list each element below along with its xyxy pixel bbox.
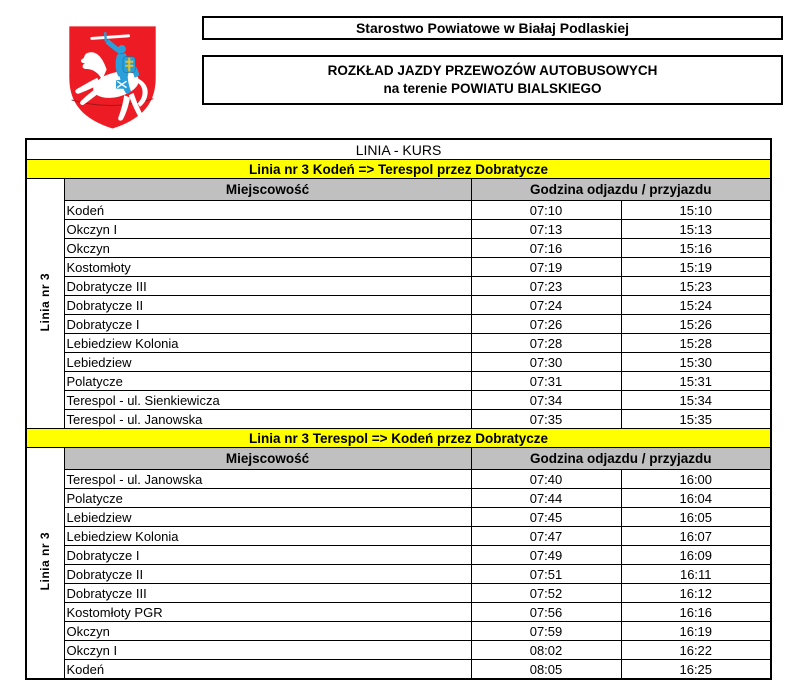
place-cell: Dobratycze III (64, 277, 471, 296)
departure-time-cell: 07:24 (471, 296, 621, 315)
departure-time-cell: 07:44 (471, 489, 621, 508)
place-cell: Dobratycze II (64, 296, 471, 315)
departure-time-cell: 07:51 (471, 565, 621, 584)
arrival-time-cell: 16:19 (621, 622, 771, 641)
org-name-box (202, 16, 783, 40)
departure-time-cell: 07:59 (471, 622, 621, 641)
departure-time-cell: 07:49 (471, 546, 621, 565)
linia-kurs-label: LINIA - KURS (26, 139, 771, 160)
timetable-row (26, 315, 771, 334)
linia-kurs-row (26, 139, 771, 160)
departure-time-cell: 08:05 (471, 660, 621, 680)
arrival-time-cell: 15:28 (621, 334, 771, 353)
route-title: Linia nr 3 Terespol => Kodeń przez Dobratycze (26, 429, 771, 448)
departure-time-cell: 07:23 (471, 277, 621, 296)
coat-of-arms-image (64, 24, 161, 132)
timetable-document (0, 16, 789, 680)
timetable-row (26, 220, 771, 239)
timetable-row (26, 296, 771, 315)
departure-time-cell: 08:02 (471, 641, 621, 660)
timetable-row (26, 410, 771, 429)
departure-time-cell: 07:28 (471, 334, 621, 353)
departure-time-cell: 07:19 (471, 258, 621, 277)
route-title-row (26, 160, 771, 179)
departure-time-cell: 07:10 (471, 201, 621, 220)
route-title-row (26, 429, 771, 448)
col-header-place: Miejscowość (64, 448, 471, 470)
departure-time-cell: 07:30 (471, 353, 621, 372)
line-label-cell (26, 179, 64, 429)
arrival-time-cell: 16:11 (621, 565, 771, 584)
timetable-row (26, 508, 771, 527)
org-name: Starostwo Powiatowe w Białaj Podlaskiej (355, 20, 630, 36)
col-header-time: Godzina odjazdu / przyjazdu (471, 179, 771, 201)
timetable-row (26, 489, 771, 508)
doc-title-line2: na terenie POWIATU BIALSKIEGO (383, 81, 602, 96)
departure-time-cell: 07:52 (471, 584, 621, 603)
arrival-time-cell: 16:12 (621, 584, 771, 603)
place-cell: Kodeń (64, 201, 471, 220)
column-header-row (26, 179, 771, 201)
place-cell: Kodeń (64, 660, 471, 680)
timetable-row (26, 603, 771, 622)
timetable-row (26, 239, 771, 258)
section-kodeń-terespol (26, 160, 771, 429)
coat-of-arms (64, 24, 161, 132)
timetable-row (26, 622, 771, 641)
arrival-time-cell: 15:30 (621, 353, 771, 372)
departure-time-cell: 07:56 (471, 603, 621, 622)
col-header-place: Miejscowość (64, 179, 471, 201)
timetable-row (26, 470, 771, 489)
timetable-row (26, 527, 771, 546)
departure-time-cell: 07:13 (471, 220, 621, 239)
arrival-time-cell: 15:16 (621, 239, 771, 258)
column-header-row (26, 448, 771, 470)
timetable-row (26, 372, 771, 391)
place-cell: Lebiedziew (64, 353, 471, 372)
departure-time-cell: 07:35 (471, 410, 621, 429)
arrival-time-cell: 15:24 (621, 296, 771, 315)
timetable-row (26, 258, 771, 277)
col-header-time: Godzina odjazdu / przyjazdu (471, 448, 771, 470)
departure-time-cell: 07:47 (471, 527, 621, 546)
departure-time-cell: 07:40 (471, 470, 621, 489)
table-top (26, 139, 771, 160)
departure-time-cell: 07:45 (471, 508, 621, 527)
arrival-time-cell: 15:31 (621, 372, 771, 391)
place-cell: Dobratycze III (64, 584, 471, 603)
place-cell: Dobratycze II (64, 565, 471, 584)
place-cell: Lebiedziew Kolonia (64, 334, 471, 353)
departure-time-cell: 07:31 (471, 372, 621, 391)
header-boxes (202, 16, 783, 105)
arrival-time-cell: 15:19 (621, 258, 771, 277)
place-cell: Dobratycze I (64, 546, 471, 565)
arrival-time-cell: 15:10 (621, 201, 771, 220)
departure-time-cell: 07:26 (471, 315, 621, 334)
route-title: Linia nr 3 Kodeń => Terespol przez Dobratycze (26, 160, 771, 179)
timetable-row (26, 334, 771, 353)
departure-time-cell: 07:34 (471, 391, 621, 410)
place-cell: Lebiedziew (64, 508, 471, 527)
arrival-time-cell: 16:00 (621, 470, 771, 489)
arrival-time-cell: 16:25 (621, 660, 771, 680)
arrival-time-cell: 15:23 (621, 277, 771, 296)
line-label: Linia nr 3 (38, 532, 53, 591)
document-header (0, 16, 789, 138)
place-cell: Kostomłoty PGR (64, 603, 471, 622)
place-cell: Lebiedziew Kolonia (64, 527, 471, 546)
arrival-time-cell: 16:22 (621, 641, 771, 660)
section-terespol-kodeń (26, 429, 771, 680)
line-label-cell (26, 448, 64, 680)
place-cell: Terespol - ul. Sienkiewicza (64, 391, 471, 410)
line-label: Linia nr 3 (38, 272, 53, 332)
timetable-row (26, 641, 771, 660)
place-cell: Okczyn (64, 622, 471, 641)
arrival-time-cell: 15:34 (621, 391, 771, 410)
arrival-time-cell: 15:26 (621, 315, 771, 334)
arrival-time-cell: 16:07 (621, 527, 771, 546)
timetable-row (26, 546, 771, 565)
arrival-time-cell: 15:13 (621, 220, 771, 239)
place-cell: Terespol - ul. Janowska (64, 410, 471, 429)
timetable-row (26, 391, 771, 410)
timetable-row (26, 584, 771, 603)
place-cell: Okczyn (64, 239, 471, 258)
place-cell: Polatycze (64, 489, 471, 508)
timetable (25, 138, 772, 680)
arrival-time-cell: 15:35 (621, 410, 771, 429)
arrival-time-cell: 16:16 (621, 603, 771, 622)
timetable-row (26, 201, 771, 220)
place-cell: Polatycze (64, 372, 471, 391)
arrival-time-cell: 16:04 (621, 489, 771, 508)
timetable-row (26, 565, 771, 584)
doc-title-box (202, 55, 783, 105)
timetable-row (26, 660, 771, 680)
timetable-row (26, 353, 771, 372)
place-cell: Kostomłoty (64, 258, 471, 277)
departure-time-cell: 07:16 (471, 239, 621, 258)
place-cell: Okczyn I (64, 220, 471, 239)
place-cell: Terespol - ul. Janowska (64, 470, 471, 489)
place-cell: Dobratycze I (64, 315, 471, 334)
arrival-time-cell: 16:09 (621, 546, 771, 565)
doc-title-line1: ROZKŁAD JAZDY PRZEWOZÓW AUTOBUSOWYCH (327, 63, 658, 78)
place-cell: Okczyn I (64, 641, 471, 660)
arrival-time-cell: 16:05 (621, 508, 771, 527)
timetable-row (26, 277, 771, 296)
